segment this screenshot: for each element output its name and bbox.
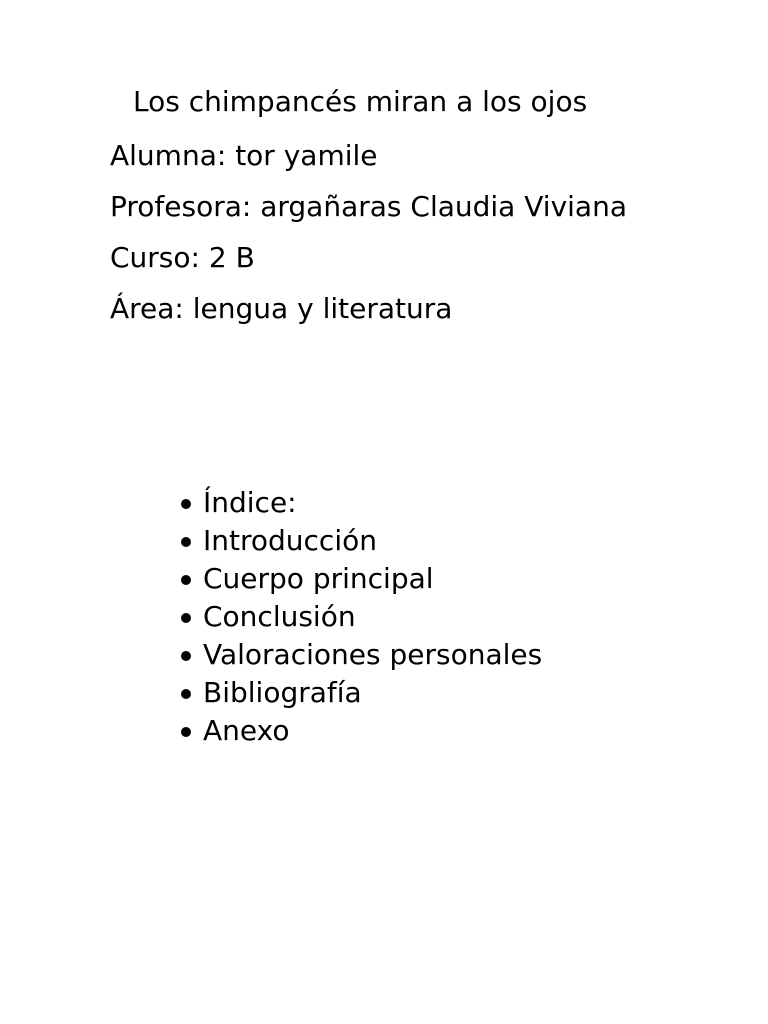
list-item-label: Introducción <box>203 524 377 557</box>
document-title: Los chimpancés miran a los ojos <box>133 85 588 118</box>
list-item-label: Índice: <box>203 486 297 519</box>
bullet-icon <box>181 689 191 699</box>
bullet-icon <box>181 727 191 737</box>
list-item <box>178 636 542 674</box>
list-item <box>178 674 542 712</box>
bullet-icon <box>181 613 191 623</box>
teacher-name: Profesora: argañaras Claudia Viviana <box>110 190 627 223</box>
index-list <box>178 484 542 750</box>
list-item <box>178 598 542 636</box>
list-item <box>178 712 542 750</box>
list-item <box>178 560 542 598</box>
list-item-label: Valoraciones personales <box>203 638 543 671</box>
student-info <box>110 136 630 340</box>
bullet-icon <box>181 537 191 547</box>
bullet-icon <box>181 499 191 509</box>
list-item-label: Conclusión <box>203 600 356 633</box>
student-name: Alumna: tor yamile <box>110 139 378 172</box>
bullet-icon <box>181 575 191 585</box>
subject-area: Área: lengua y literatura <box>110 292 453 325</box>
course: Curso: 2 B <box>110 241 255 274</box>
list-item-label: Anexo <box>203 714 290 747</box>
index-heading <box>178 484 542 522</box>
list-item-label: Bibliografía <box>203 676 362 709</box>
list-item-label: Cuerpo principal <box>203 562 434 595</box>
list-item <box>178 522 542 560</box>
bullet-icon <box>181 651 191 661</box>
